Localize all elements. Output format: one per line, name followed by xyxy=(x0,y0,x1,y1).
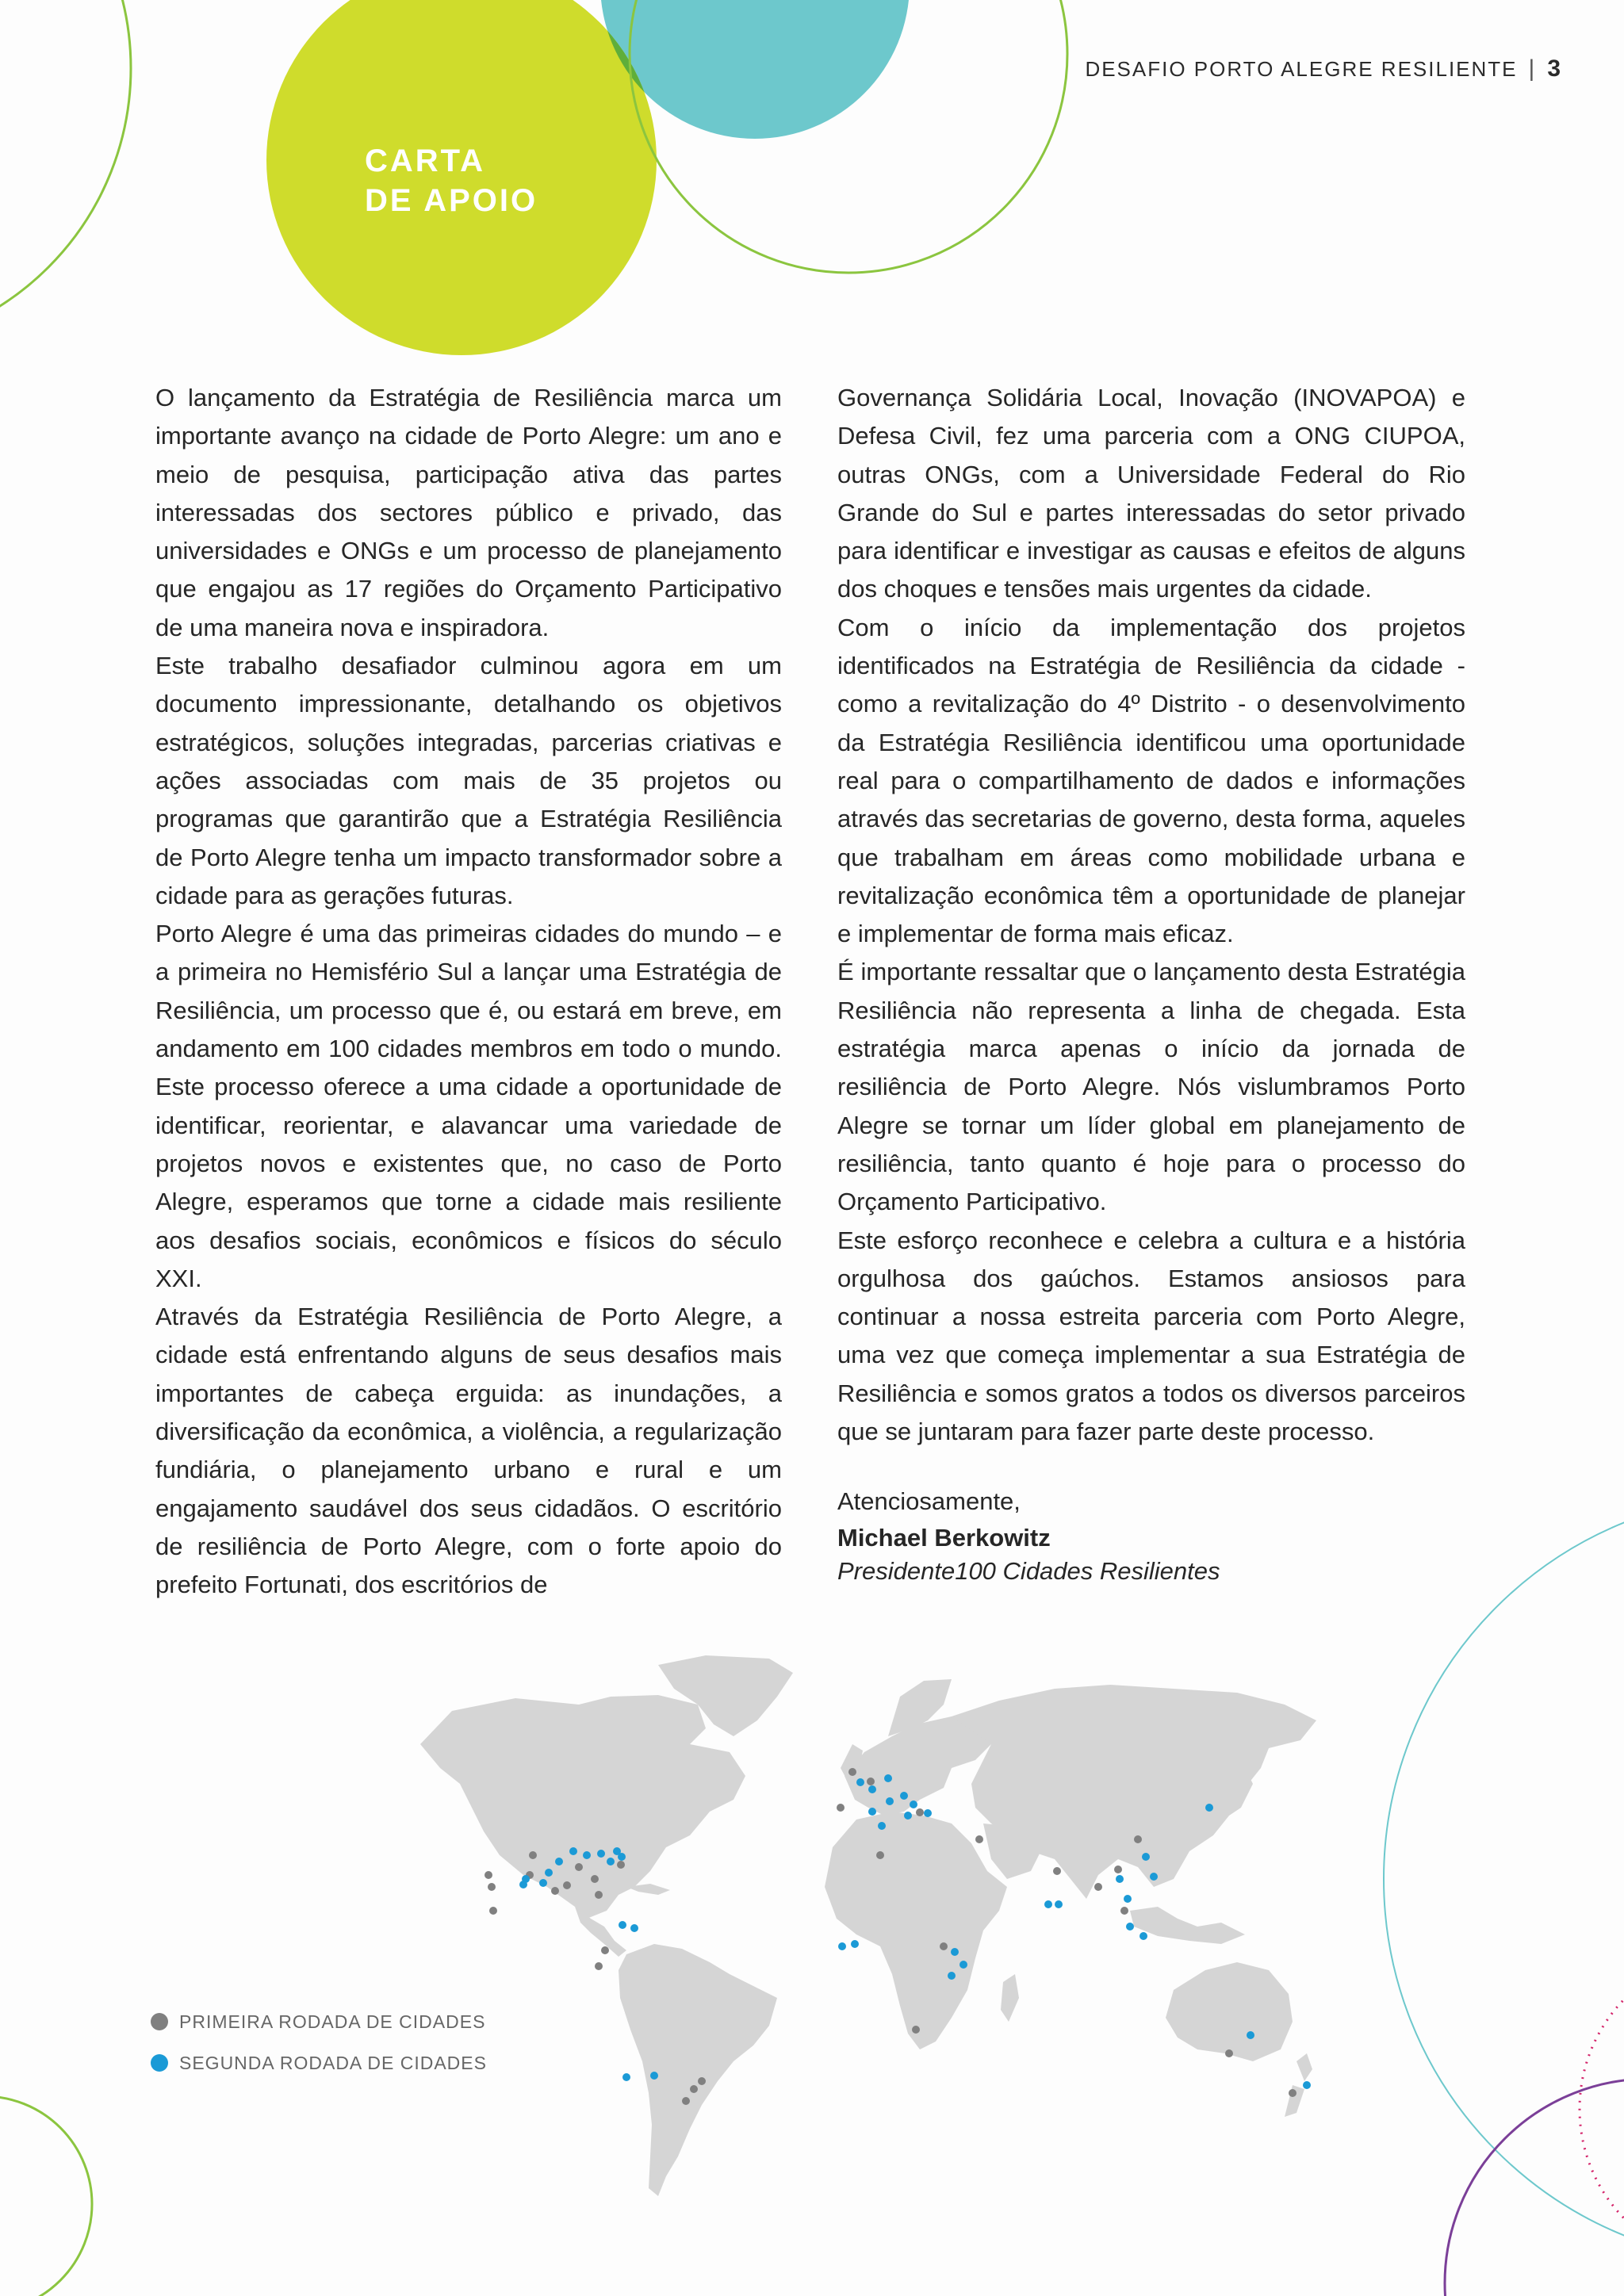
city-marker-first-round xyxy=(591,1875,599,1883)
city-marker-first-round xyxy=(601,1946,609,1954)
city-marker-second-round xyxy=(583,1851,591,1859)
city-marker-second-round xyxy=(868,1808,876,1816)
city-marker-first-round xyxy=(595,1891,603,1899)
letter-right-column xyxy=(837,379,1465,1588)
city-marker-second-round xyxy=(924,1809,932,1817)
australia xyxy=(1166,1962,1293,2061)
city-marker-second-round xyxy=(545,1869,553,1877)
city-marker-first-round xyxy=(488,1883,496,1891)
city-marker-first-round xyxy=(837,1804,845,1812)
city-marker-first-round xyxy=(912,2026,920,2034)
city-marker-second-round xyxy=(1124,1895,1132,1903)
city-marker-first-round xyxy=(1114,1866,1122,1873)
city-marker-first-round xyxy=(1053,1867,1061,1875)
south-america xyxy=(619,1944,777,2196)
signer-role: Presidente100 Cidades Resilientes xyxy=(837,1556,1220,1585)
city-marker-second-round xyxy=(900,1792,908,1800)
letter-paragraph: Com o início da implementação dos projetos identificados na Estratégia de Resiliência da cidade - como a revitalização do 4º Distrito - o desenvolvimento da Estratégia Resiliência identificou uma oportunidade real para o compartilhamento de dados e informações através das secretarias de governo, desta forma, aqueles que trabalham em áreas como mobilidade urbana e revitalização econômica têm a oportunidade de planejar e implementar de forma mais eficaz. xyxy=(837,613,1465,948)
city-marker-second-round xyxy=(959,1961,967,1969)
legend-label: SEGUNDA RODADA DE CIDADES xyxy=(179,2052,487,2073)
city-marker-second-round xyxy=(619,1921,626,1929)
city-marker-second-round xyxy=(878,1822,886,1830)
city-marker-first-round xyxy=(1225,2049,1233,2057)
city-marker-second-round xyxy=(618,1853,626,1861)
city-marker-first-round xyxy=(916,1808,924,1816)
signer-name: Michael Berkowitz xyxy=(837,1523,1051,1552)
north-america xyxy=(420,1695,745,1919)
city-marker-second-round xyxy=(650,2072,658,2080)
letter-paragraph: Este esforço reconhece e celebra a cultura e a história orgulhosa dos gaúchos. Estamos ansiosos para continuar a nossa estreita parceria com Porto Alegre, uma vez que começa implementar a sua Estratégia de Resiliência e somos gratos a todos os diversos parceiros que se juntaram para fazer parte deste processo. xyxy=(837,1226,1465,1446)
city-marker-second-round xyxy=(1142,1853,1150,1861)
city-marker-second-round xyxy=(622,2073,630,2081)
city-marker-first-round xyxy=(1289,2089,1297,2097)
city-marker-first-round xyxy=(485,1871,492,1879)
letter-left-column xyxy=(155,379,782,1605)
africa xyxy=(825,1812,1007,2049)
city-marker-second-round xyxy=(886,1797,894,1805)
city-marker-second-round xyxy=(1205,1804,1213,1812)
section-title-line-2: DE APOIO xyxy=(365,183,538,218)
city-marker-second-round xyxy=(1139,1932,1147,1940)
city-marker-first-round xyxy=(876,1851,884,1859)
city-marker-second-round xyxy=(948,1972,956,1980)
city-marker-second-round xyxy=(555,1858,563,1866)
city-marker-first-round xyxy=(489,1907,497,1915)
city-marker-second-round xyxy=(607,1858,615,1866)
city-marker-first-round xyxy=(563,1881,571,1889)
city-marker-first-round xyxy=(940,1942,948,1950)
city-marker-first-round xyxy=(867,1777,875,1785)
teal-ring-right xyxy=(1384,1494,1624,2263)
city-marker-second-round xyxy=(539,1879,547,1887)
letter-closing: Atenciosamente, xyxy=(837,1487,1021,1516)
city-marker-second-round xyxy=(522,1875,530,1883)
indonesia xyxy=(1130,1907,1245,1944)
city-marker-first-round xyxy=(575,1863,583,1871)
letter-paragraph: O lançamento da Estratégia de Resiliência marca um importante avanço na cidade de Porto Alegre: um ano e meio de pesquisa, participação ativa das partes interessadas dos sectores público e privado, das universidades e ONGs e um processo de planejamento que engajou as 17 regiões do Orçamento Participativo de uma maneira nova e inspiradora. xyxy=(155,384,782,641)
city-marker-first-round xyxy=(595,1962,603,1970)
city-marker-second-round xyxy=(884,1774,892,1782)
city-marker-first-round xyxy=(617,1861,625,1869)
city-marker-first-round xyxy=(529,1851,537,1859)
running-title: DESAFIO PORTO ALEGRE RESILIENTE xyxy=(1085,56,1518,81)
city-marker-second-round xyxy=(569,1847,577,1855)
continents xyxy=(420,1655,1316,2196)
green-ring-bottom-left xyxy=(0,2096,92,2296)
purple-ring-bottom-right xyxy=(1445,2079,1624,2296)
city-marker-first-round xyxy=(975,1835,983,1843)
city-marker-first-round xyxy=(848,1768,856,1776)
city-marker-first-round xyxy=(690,2085,698,2093)
section-title xyxy=(365,141,538,220)
city-marker-second-round xyxy=(910,1800,917,1808)
city-marker-second-round xyxy=(856,1778,864,1786)
central-america xyxy=(575,1907,626,1957)
city-marker-first-round xyxy=(682,2097,690,2105)
letter-paragraph: Porto Alegre é uma das primeiras cidades do mundo – e a primeira no Hemisfério Sul a lançar uma Estratégia de Resiliência, um processo que é, ou estará em breve, em andamento em 100 cidades membros em todo o mundo. Este processo oferece a uma cidade a oportunidade de identificar, reorientar, e alavancar uma variedade de projetos novos e existentes que, no caso de Porto Alegre, esperamos que torne a cidade mais resiliente aos desafios sociais, econômicos e físicos do século XXI. xyxy=(155,920,782,1292)
city-marker-second-round xyxy=(951,1948,959,1956)
city-marker-first-round xyxy=(1120,1907,1128,1915)
city-marker-second-round xyxy=(904,1812,912,1820)
page-number: 3 xyxy=(1547,55,1561,82)
world-map xyxy=(396,1649,1348,2204)
blue-dot-icon xyxy=(151,2054,168,2072)
letter-paragraph: É importante ressaltar que o lançamento desta Estratégia Resiliência não representa a linha de chegada. Esta estratégia marca apenas o início da jornada de resiliência de Porto Alegre. Nós vislumbramos Porto Alegre se tornar um líder global em planejamento de resiliência, tanto quanto é hoje para o processo do Orçamento Participativo. xyxy=(837,958,1465,1216)
city-marker-second-round xyxy=(1247,2031,1254,2039)
section-title-line-1: CARTA xyxy=(365,144,486,178)
city-marker-second-round xyxy=(1055,1900,1063,1908)
letter-paragraph: Governança Solidária Local, Inovação (INOVAPOA) e Defesa Civil, fez uma parceria com a ONG CIUPOA, outras ONGs, com a Universidade Federal do Rio Grande do Sul e partes interessadas do setor privado para identificar e investigar as causas e efeitos de alguns dos choques e tensões mais urgentes da cidade. xyxy=(837,384,1465,603)
city-marker-second-round xyxy=(838,1942,846,1950)
city-marker-second-round xyxy=(868,1785,876,1793)
madagascar xyxy=(1001,1974,1019,2022)
green-ring-left xyxy=(0,0,131,350)
city-marker-second-round xyxy=(1126,1923,1134,1931)
city-marker-second-round xyxy=(1303,2081,1311,2089)
city-marker-second-round xyxy=(851,1940,859,1948)
city-marker-first-round xyxy=(1134,1835,1142,1843)
city-marker-second-round xyxy=(597,1850,605,1858)
city-marker-second-round xyxy=(630,1924,638,1932)
map-legend xyxy=(151,2001,487,2084)
gray-dot-icon xyxy=(151,2013,168,2030)
legend-item-first-round xyxy=(151,2001,487,2042)
dotted-ring-bottom-right xyxy=(1580,1952,1624,2266)
legend-item-second-round xyxy=(151,2042,487,2084)
letter-paragraph: Através da Estratégia Resiliência de Porto Alegre, a cidade está enfrentando alguns de seus desafios mais importantes de cabeça erguida: as inundações, a diversificação da econômica, a violência, a regularização fundiária, o planejamento urbano e rural e um engajamento saudável dos seus cidadãos. O escritório de resiliência de Porto Alegre, com o forte apoio do prefeito Fortunati, dos escritórios de xyxy=(155,1303,782,1599)
city-marker-first-round xyxy=(551,1887,559,1895)
europe xyxy=(845,1716,991,1816)
city-marker-first-round xyxy=(698,2077,706,2085)
legend-label: PRIMEIRA RODADA DE CIDADES xyxy=(179,2011,486,2032)
city-marker-second-round xyxy=(1150,1873,1158,1881)
city-marker-second-round xyxy=(1116,1875,1124,1883)
letter-paragraph: Este trabalho desafiador culminou agora em um documento impressionante, detalhando os objetivos estratégicos, soluções integradas, parcerias criativas e ações associadas com mais de 35 projetos ou programas que garantirão que a Estratégia Resiliência de Porto Alegre tenha um impacto transformador sobre a cidade para as gerações futuras. xyxy=(155,652,782,909)
city-marker-first-round xyxy=(1094,1883,1102,1891)
header-separator: | xyxy=(1528,55,1537,82)
city-marker-second-round xyxy=(1044,1900,1052,1908)
running-header xyxy=(1085,55,1561,82)
